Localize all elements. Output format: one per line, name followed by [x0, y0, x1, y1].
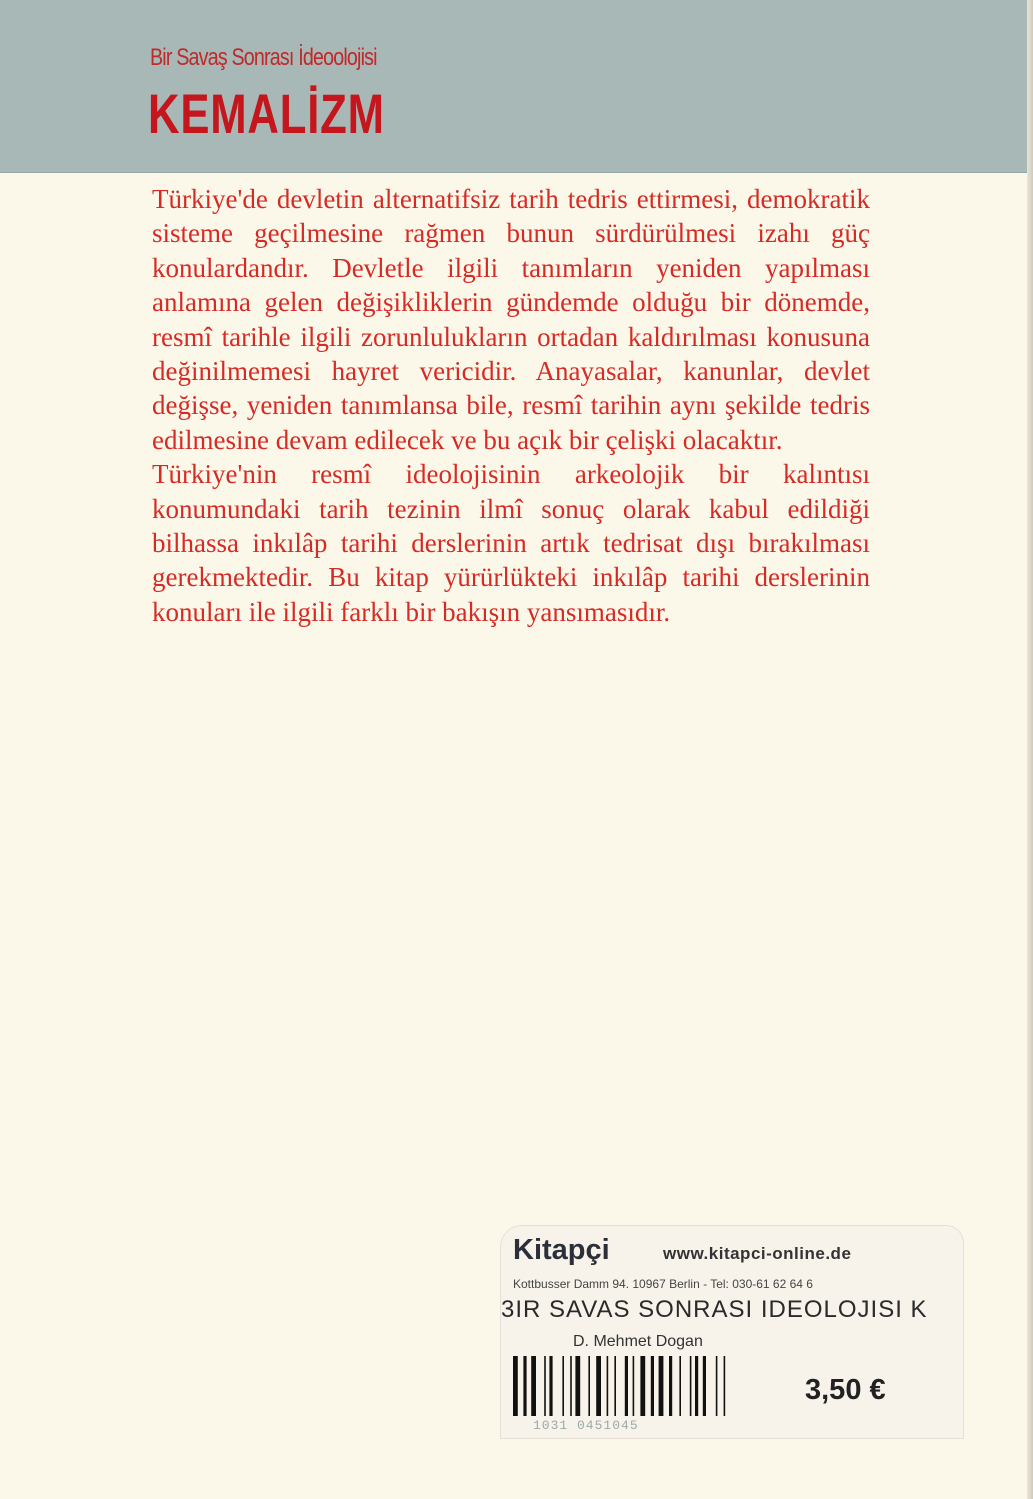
shop-url: www.kitapci-online.de — [663, 1244, 852, 1263]
barcode-bar — [651, 1356, 654, 1416]
barcode-bar — [633, 1356, 635, 1416]
price-sticker — [500, 1225, 964, 1439]
barcode-bar — [607, 1356, 609, 1416]
barcode-bar — [544, 1356, 546, 1416]
shop-address: Kottbusser Damm 94. 10967 Berlin - Tel: 030-61 62 64 6 — [513, 1277, 813, 1291]
sticker-price: 3,50 € — [805, 1374, 886, 1406]
barcode-bar — [575, 1356, 580, 1416]
barcode-bar — [549, 1356, 552, 1416]
barcode-bar — [614, 1356, 616, 1416]
header-band — [0, 0, 1033, 173]
barcode-digits: 1031 0451045 — [533, 1418, 639, 1433]
barcode-bar — [562, 1356, 564, 1416]
barcode-bar — [703, 1356, 706, 1416]
barcode-bar — [695, 1356, 698, 1416]
barcode-bar — [596, 1356, 601, 1416]
page-edge — [1027, 0, 1033, 1499]
barcode-bar — [513, 1356, 518, 1416]
shop-name: Kitapçi — [513, 1234, 610, 1266]
book-title: KEMALİZM — [148, 82, 385, 145]
sticker-author: D. Mehmet Dogan — [573, 1333, 703, 1350]
barcode-bar — [625, 1356, 628, 1416]
barcode-bar — [724, 1356, 726, 1416]
book-subtitle: Bir Savaş Sonrası İdeoolojisi — [150, 44, 377, 71]
barcode-bar — [679, 1356, 681, 1416]
barcode-bar — [570, 1356, 572, 1416]
sticker-book-title: 3IR SAVAS SONRASI IDEOLOJISI K — [501, 1296, 928, 1323]
blurb-paragraph-1: Türkiye'de devletin alternatifsiz tarih tedris ettirmesi, demokratik sisteme geçilmesine rağmen bunun sürdürülmesi izahı güç konulardandır. Devletle ilgili tanımların yeniden yapılması anlamına gelen değişikliklerin gündemde olduğu bir dönemde, resmî tarihle ilgili zorunlulukların ortadan kaldırılması konusuna değinilmemesi hayret vericidir. Anayasalar, kanunlar, devlet değişse, yeniden tanımlansa bile, resmî tarihin aynı şekilde tedris edilmesine devam edilecek ve bu açık bir çelişki olacaktır. — [152, 184, 870, 455]
blurb-text — [152, 182, 870, 629]
barcode-icon — [511, 1356, 781, 1416]
blurb-paragraph-2: Türkiye'nin resmî ideolojisinin arkeolojik bir kalıntısı konumundaki tarih tezinin ilmî sonuç olarak kabul edildiği bilhassa inkılâp tarihi derslerinin artık tedrisat dışı bırakılması gerekmektedir. Bu kitap yürürlükteki inkılâp tarihi derslerinin konuları ile ilgili farklı bir bakışın yansımasıdır. — [152, 459, 870, 627]
barcode-bar — [531, 1356, 536, 1416]
shop-header — [513, 1234, 953, 1270]
barcode-bar — [690, 1356, 692, 1416]
barcode-bar — [640, 1356, 645, 1416]
barcode-bar — [523, 1356, 526, 1416]
barcode-bar — [716, 1356, 718, 1416]
barcode-bar — [588, 1356, 590, 1416]
barcode-bar — [669, 1356, 672, 1416]
barcode-bar — [659, 1356, 664, 1416]
